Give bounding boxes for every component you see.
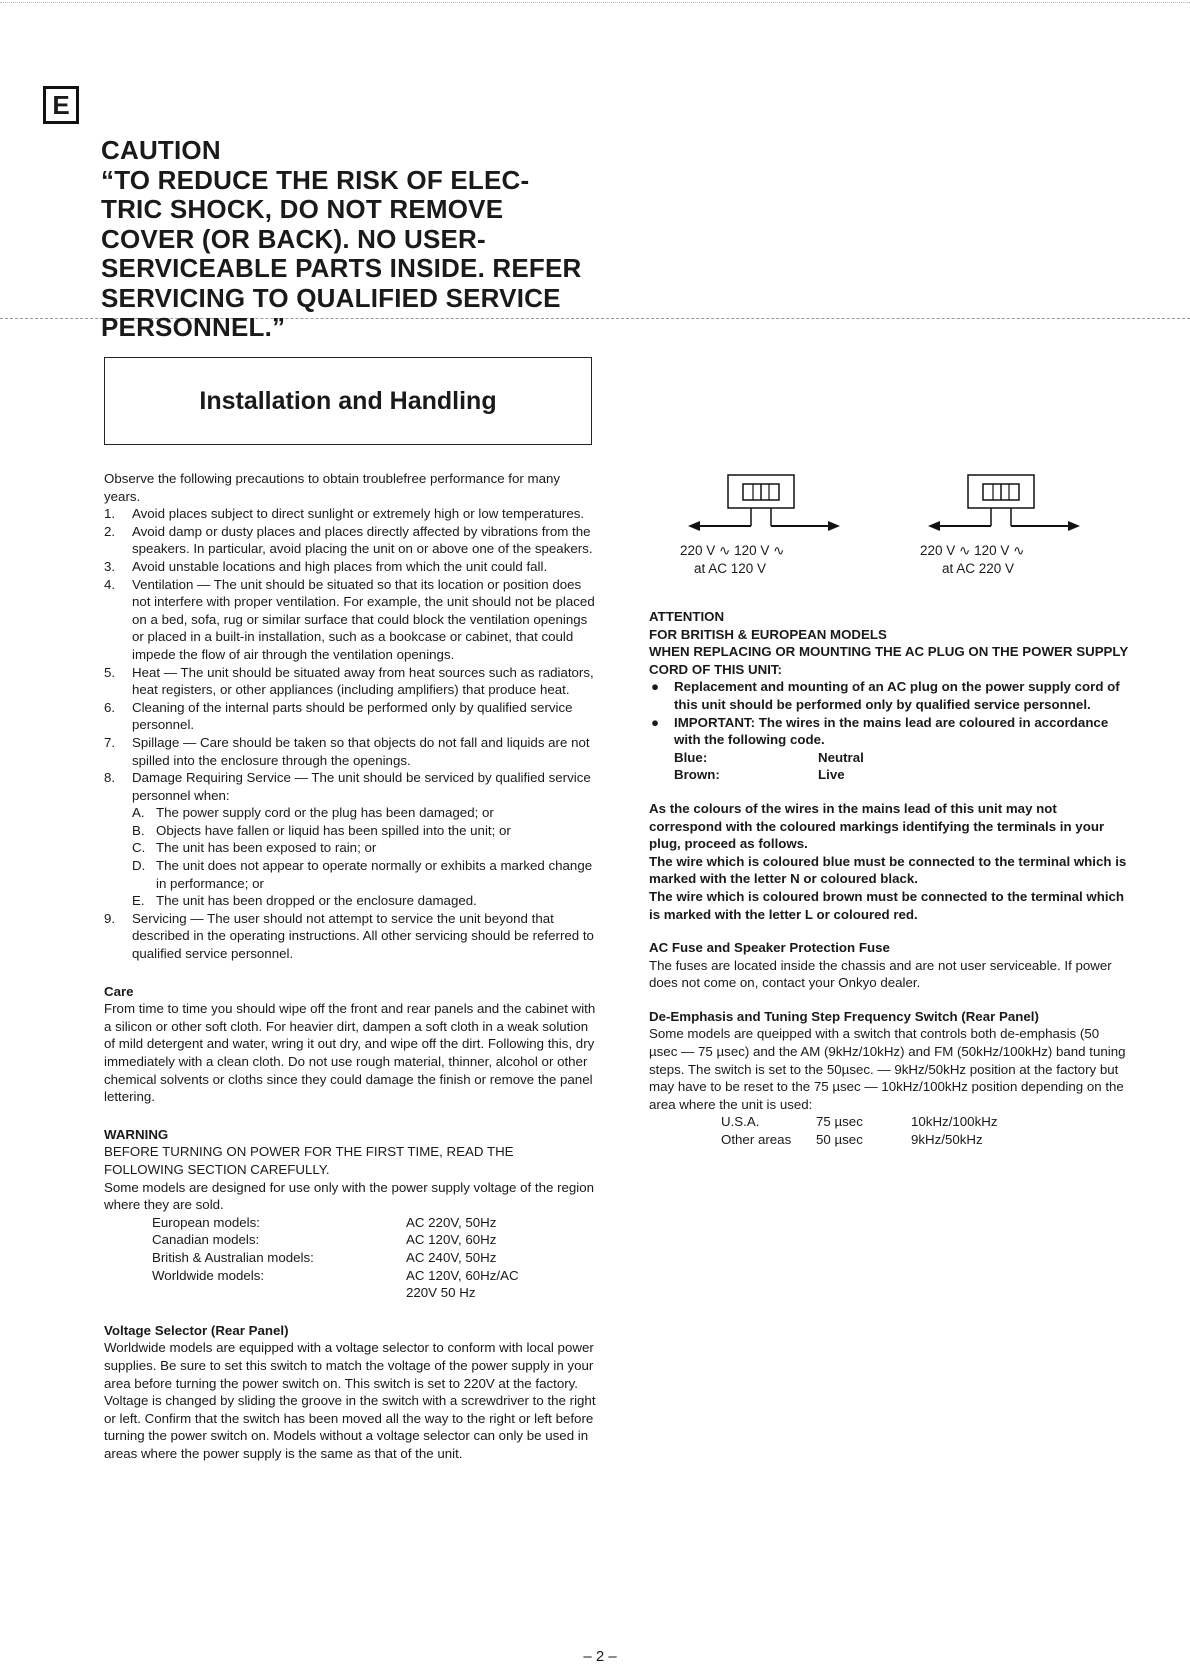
sub-item-text: The unit does not appear to operate normally or exhibits a marked change in performance; or: [156, 858, 593, 891]
sub-item-letter: B.: [132, 822, 145, 838]
wire-code-table: [674, 749, 1131, 784]
bullet-item: [649, 714, 1131, 749]
list-item: [104, 664, 596, 699]
voltage-table: [152, 1214, 596, 1302]
caution-line: TRIC SHOCK, DO NOT REMOVE: [101, 194, 504, 224]
fuse-heading: AC Fuse and Speaker Protection Fuse: [649, 940, 890, 956]
caution-line: SERVICING TO QUALIFIED SERVICE: [101, 282, 561, 313]
list-item: [104, 558, 596, 576]
sub-item-text: The unit has been exposed to rain; or: [156, 840, 377, 856]
voltage-value: AC 120V, 60Hz/AC: [406, 1267, 519, 1283]
switch-illustration: [920, 470, 1090, 540]
precautions-list: [104, 505, 596, 962]
wire-meaning: Neutral: [818, 749, 864, 765]
warning-heading: WARNING: [104, 1126, 169, 1142]
deemphasis-row: [721, 1113, 1131, 1131]
item-text: Damage Requiring Service — The unit should be serviced by qualified service personnel when:: [132, 770, 591, 803]
list-item: [104, 505, 596, 523]
diagram-caption: at AC 220 V: [942, 561, 1015, 576]
section-title-box: [104, 357, 592, 445]
intro-text: Observe the following precautions to obtain troublefree performance for many years.: [104, 471, 561, 504]
attention-line: FOR BRITISH & EUROPEAN MODELS: [649, 626, 887, 642]
attention-line: WHEN REPLACING OR MOUNTING THE AC PLUG ON THE POWER SUPPLY CORD OF THIS UNIT:: [649, 644, 1128, 677]
caution-line: SERVICEABLE PARTS INSIDE. REFER: [101, 253, 582, 283]
voltage-value: 220V 50 Hz: [406, 1285, 476, 1301]
fuse-text: The fuses are located inside the chassis and are not user serviceable. If power does not come on, contact your Onkyo dealer.: [649, 957, 1112, 991]
deemphasis-row: [721, 1131, 1131, 1149]
item-text: Cleaning of the internal parts should be performed only by qualified service personnel.: [132, 699, 573, 733]
deemphasis-text: Some models are queipped with a switch that controls both de-emphasis (50 µsec — 75 µsec) and the AM (9kHz/10kHz) and FM (50kHz/100kHz) band tuning steps. The switch is set to the 50µsec. — 9kHz/50kHz position at the factory but may have to be reset to the 75 µsec — 10kHz/100kHz position depending on the area where the unit is used:: [649, 1026, 1126, 1112]
item-text: Spillage — Care should be taken so that objects do not fall and liquids are not spilled into the enclosure through the openings.: [132, 734, 590, 768]
voltage-model: Canadian models:: [152, 1232, 260, 1248]
sub-list-item: [132, 857, 596, 892]
voltage-switch-diagram-220: [920, 470, 1090, 580]
item-number: 3.: [104, 558, 116, 574]
voltage-value: AC 120V, 60Hz: [406, 1232, 497, 1248]
item-text: Servicing — The user should not attempt to service the unit beyond that described in the operating instructions. All other servicing should be referred to qualified service personnel.: [132, 910, 594, 962]
diagram-caption: at AC 120 V: [694, 561, 767, 576]
item-number: 1.: [104, 506, 116, 522]
bullet-icon: ●: [651, 679, 660, 695]
item-number: 8.: [104, 770, 116, 786]
sub-item-text: The unit has been dropped or the enclosure damaged.: [156, 893, 477, 909]
caution-line: CAUTION: [101, 135, 221, 165]
bullet-text: Replacement and mounting of an AC plug on the power supply cord of this unit should be performed only by qualified service personnel.: [674, 679, 1120, 712]
item-number: 2.: [104, 523, 116, 539]
voltage-row: [152, 1231, 596, 1249]
list-item: [104, 734, 596, 769]
voltage-switch-diagram-120: [680, 470, 850, 580]
wire-colours-text: As the colours of the wires in the mains lead of this unit may not correspond with the coloured markings identifying the terminals in your plug, proceed as follows.: [649, 800, 1105, 852]
voltage-model: European models:: [152, 1214, 260, 1230]
area: U.S.A.: [721, 1114, 760, 1130]
voltage-model: British & Australian models:: [152, 1249, 314, 1265]
care-heading: Care: [104, 983, 134, 999]
warning-subheading: BEFORE TURNING ON POWER FOR THE FIRST TIME, READ THE FOLLOWING SECTION CAREFULLY.: [104, 1144, 514, 1177]
wire-colour: Brown:: [674, 767, 720, 783]
voltage-selector-text: Worldwide models are equipped with a voltage selector to conform with local power supplies. Be sure to set this switch to match the voltage of the power supply in your area before turning the power switch on. This switch is set to 220V at the factory. Voltage is changed by sliding the groove in the switch with a screwdriver to the right or left. Confirm that the switch has been moved all the way to the right or left before turning the power switch on. Models without a voltage selector can only be used in areas where the power supply is the same as that of the unit.: [104, 1340, 596, 1461]
attention-heading: ATTENTION: [649, 609, 725, 624]
sub-list-item: [132, 804, 596, 822]
deemphasis-table: [721, 1113, 1131, 1148]
diagram-label: 220 V ∿ 120 V ∿: [680, 543, 785, 558]
section-title: Installation and Handling: [199, 386, 497, 415]
warning-text: Some models are designed for use only with the power supply voltage of the region where they are sold.: [104, 1179, 595, 1213]
sub-item-letter: D.: [132, 858, 146, 874]
voltage-row: [152, 1284, 596, 1302]
sub-item-letter: A.: [132, 805, 145, 821]
item-text: Avoid places subject to direct sunlight or extremely high or low temperatures.: [132, 506, 585, 522]
deemphasis-value: 50 µsec: [816, 1132, 863, 1148]
care-text: From time to time you should wipe off the front and rear panels and the cabinet with a silicon or other soft cloth. For heavier dirt, dampen a soft cloth in a weak solution of mild detergent and water, wring it out dry, and wipe off the dirt. Following this, dry immediately with a clean cloth. Do not use rough material, thinner, alcohol or other chemical solvents or cloths since they could damage the finish or remove the panel lettering.: [104, 1001, 596, 1105]
sub-item-letter: E.: [132, 893, 145, 909]
page-number: – 2 –: [583, 1648, 617, 1665]
service-conditions-list: [132, 804, 596, 910]
sub-list-item: [132, 839, 596, 857]
voltage-value: AC 220V, 50Hz: [406, 1214, 497, 1230]
voltage-row: [152, 1214, 596, 1232]
list-item: [104, 523, 596, 558]
voltage-model: Worldwide models:: [152, 1267, 265, 1283]
list-item: [104, 769, 596, 910]
item-number: 4.: [104, 576, 116, 592]
item-text: Ventilation — The unit should be situated so that its location or position does not interfere with proper ventilation. For example, the unit should not be placed on a bed, sofa, rug or similar surface that could block the ventilation openings or placed in a built-in installation, such as a bookcase or cabinet, that could impede the flow of air through the ventilation openings.: [132, 576, 595, 662]
item-text: Avoid unstable locations and high places from which the unit could fall.: [132, 558, 548, 574]
list-item: [104, 576, 596, 664]
wire-row: [674, 749, 1131, 767]
diagram-label: 220 V ∿ 120 V ∿: [920, 543, 1025, 558]
bullet-icon: ●: [651, 714, 660, 730]
switch-illustration: [680, 470, 850, 540]
voltage-model: [152, 1284, 406, 1302]
item-text: Avoid damp or dusty places and places directly affected by vibrations from the speakers. In particular, avoid placing the unit on or above one of the speakers.: [132, 523, 593, 557]
wire-colour: Blue:: [674, 749, 708, 765]
top-scan-line: [0, 2, 1190, 3]
deemphasis-value: 75 µsec: [816, 1114, 863, 1130]
sub-item-text: Objects have fallen or liquid has been spilled into the unit; or: [156, 822, 511, 838]
sub-list-item: [132, 822, 596, 840]
sub-list-item: [132, 892, 596, 910]
bullet-item: [649, 678, 1131, 713]
caution-line: “TO REDUCE THE RISK OF ELEC-: [101, 164, 530, 195]
bullet-text: IMPORTANT: The wires in the mains lead are coloured in accordance with the following code.: [674, 714, 1109, 748]
voltage-row: [152, 1267, 596, 1285]
item-number: 9.: [104, 910, 116, 926]
sub-item-text: The power supply cord or the plug has been damaged; or: [156, 805, 494, 821]
list-item: [104, 699, 596, 734]
item-number: 6.: [104, 699, 116, 715]
item-number: 5.: [104, 664, 116, 680]
voltage-row: [152, 1249, 596, 1267]
wire-colours-text: The wire which is coloured blue must be connected to the terminal which is marked with the letter N or coloured black.: [649, 853, 1127, 887]
voltage-value: AC 240V, 50Hz: [406, 1249, 497, 1265]
item-text: Heat — The unit should be situated away from heat sources such as radiators, heat registers, or other appliances (including amplifiers) that produce heat.: [132, 664, 594, 698]
language-badge: E: [43, 86, 79, 124]
tuning-step: 10kHz/100kHz: [911, 1114, 998, 1130]
voltage-selector-heading: Voltage Selector (Rear Panel): [104, 1322, 289, 1338]
right-column: [649, 608, 1131, 1149]
list-item: [104, 910, 596, 963]
wire-meaning: Live: [818, 767, 845, 783]
area: Other areas: [721, 1132, 792, 1148]
sub-item-letter: C.: [132, 840, 146, 856]
wire-row: [674, 766, 1131, 784]
caution-block: [101, 136, 621, 343]
item-number: 7.: [104, 734, 116, 750]
deemphasis-heading: De-Emphasis and Tuning Step Frequency Switch (Rear Panel): [649, 1008, 1039, 1024]
caution-line: COVER (OR BACK). NO USER-: [101, 223, 486, 254]
wire-colours-text: The wire which is coloured brown must be connected to the terminal which is marked with the letter L or coloured red.: [649, 888, 1125, 922]
caution-line: PERSONNEL.”: [101, 312, 286, 342]
left-column: [104, 470, 596, 1462]
tuning-step: 9kHz/50kHz: [911, 1132, 983, 1148]
